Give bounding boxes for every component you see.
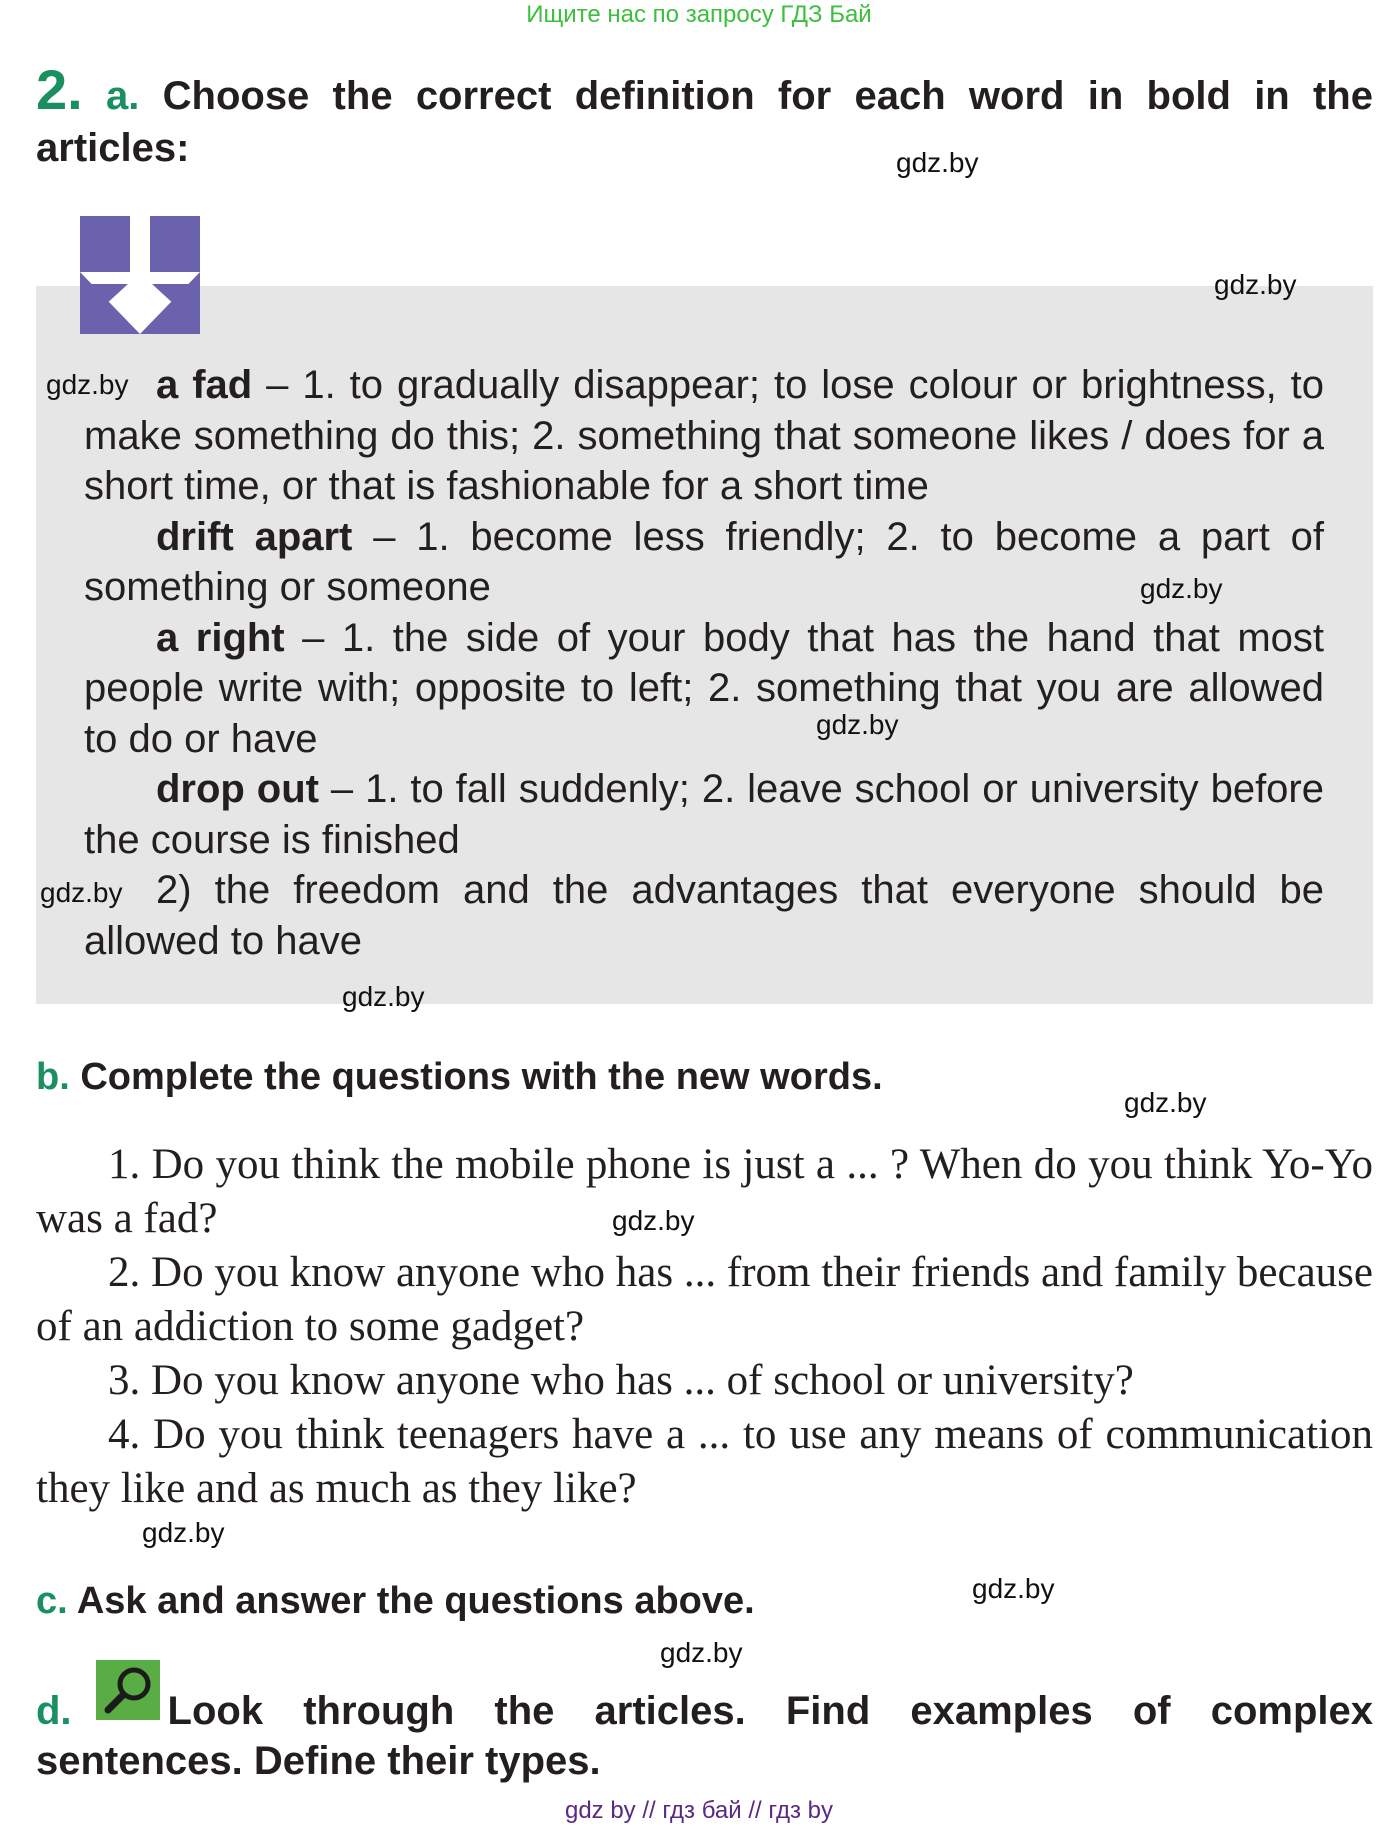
task-a-text: Choose the correct definition for each word in bold in the articles: [36, 74, 1373, 170]
question-item: 3. Do you know anyone who has ... of school or university? [108, 1357, 1134, 1404]
question-item: 1. Do you think the mobile phone is just a ... ? When do you think Yo-Yo was a fad? [36, 1141, 1373, 1242]
questions-list [36, 1138, 1373, 1516]
definitions-list [84, 360, 1324, 966]
definition-text: – 1. to gradually disappear; to lose colour or brightness, to make something do this; 2. something that someone likes / does for a short time, or that is fashionable for a short time [84, 363, 1325, 508]
definition-text: 2) the freedom and the advantages that everyone should be allowed to have [84, 868, 1324, 963]
definition-item [84, 764, 1324, 865]
task-b-text: Complete the questions with the new words. [80, 1056, 883, 1098]
definition-term: a right [156, 615, 285, 660]
definition-term: a fad [156, 363, 253, 407]
task-d-instruction [36, 1686, 1373, 1786]
task-a-letter: a. [106, 74, 140, 118]
definition-item [84, 613, 1324, 765]
definition-item [84, 865, 1324, 966]
definition-text: – 1. to fall suddenly; 2. leave school or university before the course is finished [84, 767, 1324, 862]
watermark: gdz.by [1214, 269, 1297, 300]
watermark: gdz.by [972, 1573, 1055, 1604]
watermark: gdz.by [40, 877, 123, 908]
definition-item [84, 512, 1324, 613]
task-number: 2. [36, 58, 83, 121]
question-item: 2. Do you know anyone who has ... from their friends and family because of an addiction to some gadget? [36, 1249, 1373, 1350]
definition-text: – 1. the side of your body that has the hand that most people write with; opposite to left; 2. something that you are allowed to do or have [84, 615, 1325, 761]
task-c-text: Ask and answer the questions above. [76, 1580, 755, 1622]
watermark: gdz.by [46, 369, 129, 400]
task-a-instruction [36, 70, 1373, 174]
task-c-instruction [36, 1578, 755, 1624]
task-d-text: Look through the articles. Find examples of complex sentences. Define their types. [36, 1689, 1373, 1783]
task-b-letter: b. [36, 1056, 70, 1098]
watermark: gdz.by [660, 1637, 743, 1668]
header-note: Ищите нас по запросу ГДЗ Бай [526, 1, 872, 28]
watermark: gdz.by [896, 147, 979, 178]
watermark: gdz.by [1140, 573, 1223, 604]
definition-term: drop out [156, 767, 319, 811]
definition-item [84, 360, 1324, 512]
watermark: gdz.by [612, 1205, 695, 1236]
question-item: 4. Do you think teenagers have a ... to use any means of communication they like and as much as they like? [36, 1411, 1373, 1512]
watermark: gdz.by [342, 981, 425, 1012]
down-arrow-icon [80, 216, 200, 334]
definition-term: drift apart [156, 514, 353, 559]
watermark: gdz.by [1124, 1087, 1207, 1118]
task-c-letter: c. [36, 1580, 68, 1622]
task-d-letter: d. [36, 1689, 72, 1733]
footer-note: gdz by // гдз бай // гдз by [564, 1797, 834, 1824]
watermark: gdz.by [142, 1517, 225, 1548]
task-b-instruction [36, 1054, 883, 1100]
watermark: gdz.by [816, 709, 899, 740]
definition-text: – 1. become less friendly; 2. to become a part of something or someone [84, 514, 1324, 609]
